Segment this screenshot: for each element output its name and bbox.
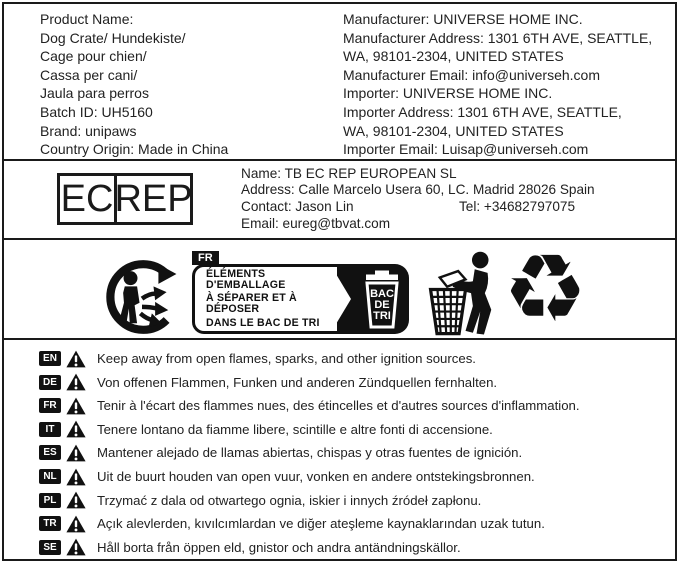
warning-row: [4, 370, 675, 394]
bac-de-tri-bin-icon: [360, 269, 404, 329]
svg-text:TRI: TRI: [373, 309, 391, 322]
fr-country-badge: FR: [192, 251, 219, 265]
ec-rep-logo-rep: REP: [114, 178, 193, 221]
warning-text: Açık alevlerden, kıvılcımlardan ve diğer ateşleme kaynaklarından uzak tutun.: [97, 516, 545, 532]
product-text-line: Brand: unipaws: [40, 122, 137, 139]
warning-triangle-icon: [66, 350, 86, 368]
language-code-badge: IT: [39, 422, 61, 437]
warning-text: Trzymać z dala od otwartego ognia, iskier i innych źródeł zapłonu.: [97, 492, 482, 508]
product-text-line: Jaula para perros: [40, 85, 149, 102]
recycling-icons-section: [4, 234, 675, 344]
warning-triangle-icon: [66, 468, 86, 486]
label-frame: [2, 2, 677, 561]
warnings-section: [4, 338, 675, 559]
language-code-badge: ES: [39, 445, 61, 460]
product-text-line: Country Origin: Made in China: [40, 141, 229, 158]
warning-triangle-icon: [66, 397, 86, 415]
info-tri-text: [192, 264, 337, 334]
warning-text: Uit de buurt houden van open vuur, vonken en andere ontstekingsbronnen.: [97, 469, 535, 485]
product-text-line: Cage pour chien/: [40, 48, 147, 65]
product-info-section: [4, 4, 675, 159]
info-tri-panel: [192, 251, 409, 334]
language-code-badge: TR: [39, 516, 61, 531]
manufacturer-details: [343, 10, 675, 159]
ec-rep-logo: [57, 173, 193, 225]
manufacturer-text-line: Importer: UNIVERSE HOME INC.: [343, 85, 553, 102]
language-code-badge: PL: [39, 493, 61, 508]
manufacturer-text-line: Manufacturer Address: 1301 6TH AVE, SEATTLE,: [343, 29, 653, 46]
language-code-badge: DE: [39, 375, 61, 390]
product-text-line: Cassa per cani/: [40, 66, 138, 83]
warning-row: [4, 536, 675, 560]
warning-text: Tenir à l'écart des flammes nues, des étincelles et d'autres sources d'inflammation.: [97, 398, 580, 414]
warning-row: [4, 347, 675, 371]
warning-triangle-icon: [66, 515, 86, 533]
manufacturer-text-line: WA, 98101-2304, UNITED STATES: [343, 122, 564, 139]
ec-rep-email: Email: eureg@tbvat.com: [241, 216, 391, 232]
warning-triangle-icon: [66, 491, 86, 509]
svg-text:BAC: BAC: [370, 287, 394, 300]
tidyman-litter-disposal-icon: [414, 249, 506, 341]
manufacturer-text-line: Importer Address: 1301 6TH AVE, SEATTLE,: [343, 103, 622, 120]
language-code-badge: SE: [39, 540, 61, 555]
info-tri-text-line: DANS LE BAC DE TRI: [206, 316, 320, 329]
product-text-line: Product Name:: [40, 11, 134, 27]
warning-text: Tenere lontano da fiamme libere, scintille e altre fonti di accensione.: [97, 421, 493, 437]
manufacturer-text-line: WA, 98101-2304, UNITED STATES: [343, 48, 564, 65]
warning-row: [4, 418, 675, 442]
ec-rep-logo-ec: EC: [60, 178, 114, 221]
ec-rep-details: [241, 166, 595, 233]
bac-de-tri-bin-panel: [337, 264, 409, 334]
language-code-badge: FR: [39, 398, 61, 413]
ec-rep-contact: Contact: Jason Lin: [241, 199, 354, 215]
ec-rep-tel: Tel: +34682797075: [459, 199, 576, 215]
manufacturer-text-line: Manufacturer Email: info@universeh.com: [343, 66, 600, 83]
warning-text: Håll borta från öppen eld, gnistor och andra antändningskällor.: [97, 539, 461, 555]
product-details: [4, 10, 343, 159]
triman-recycling-icon: [101, 256, 183, 338]
warning-row: [4, 465, 675, 489]
ec-rep-address: Address: Calle Marcelo Usera 60, LC. Madrid 28026 Spain: [241, 182, 595, 198]
manufacturer-text-line: Importer Email: Luisap@universeh.com: [343, 141, 589, 158]
warning-triangle-icon: [66, 444, 86, 462]
svg-text:DE: DE: [374, 298, 390, 311]
language-code-badge: NL: [39, 469, 61, 484]
warning-row: [4, 488, 675, 512]
info-tri-text-line: À SÉPARER ET À DÉPOSER: [206, 292, 297, 316]
language-code-badge: EN: [39, 351, 61, 366]
warning-triangle-icon: [66, 420, 86, 438]
recycling-mobius-loop-icon: ♻: [503, 234, 588, 344]
warning-triangle-icon: [66, 373, 86, 391]
warning-row: [4, 394, 675, 418]
warning-row: [4, 441, 675, 465]
ec-rep-name: Name: TB EC REP EUROPEAN SL: [241, 165, 457, 181]
warning-text: Von offenen Flammen, Funken und anderen Zündquellen fernhalten.: [97, 374, 498, 390]
product-text-line: Dog Crate/ Hundekiste/: [40, 29, 186, 46]
warning-text: Keep away from open flames, sparks, and other ignition sources.: [97, 351, 476, 367]
info-tri-text-line: ÉLÉMENTS D'EMBALLAGE: [206, 267, 286, 291]
warning-row: [4, 512, 675, 536]
ec-rep-section: [4, 159, 675, 238]
warning-triangle-icon: [66, 538, 86, 556]
warning-text: Mantener alejado de llamas abiertas, chispas y otras fuentes de ignición.: [97, 445, 523, 461]
product-text-line: Batch ID: UH5160: [40, 103, 153, 120]
manufacturer-text-line: Manufacturer: UNIVERSE HOME INC.: [343, 11, 583, 27]
